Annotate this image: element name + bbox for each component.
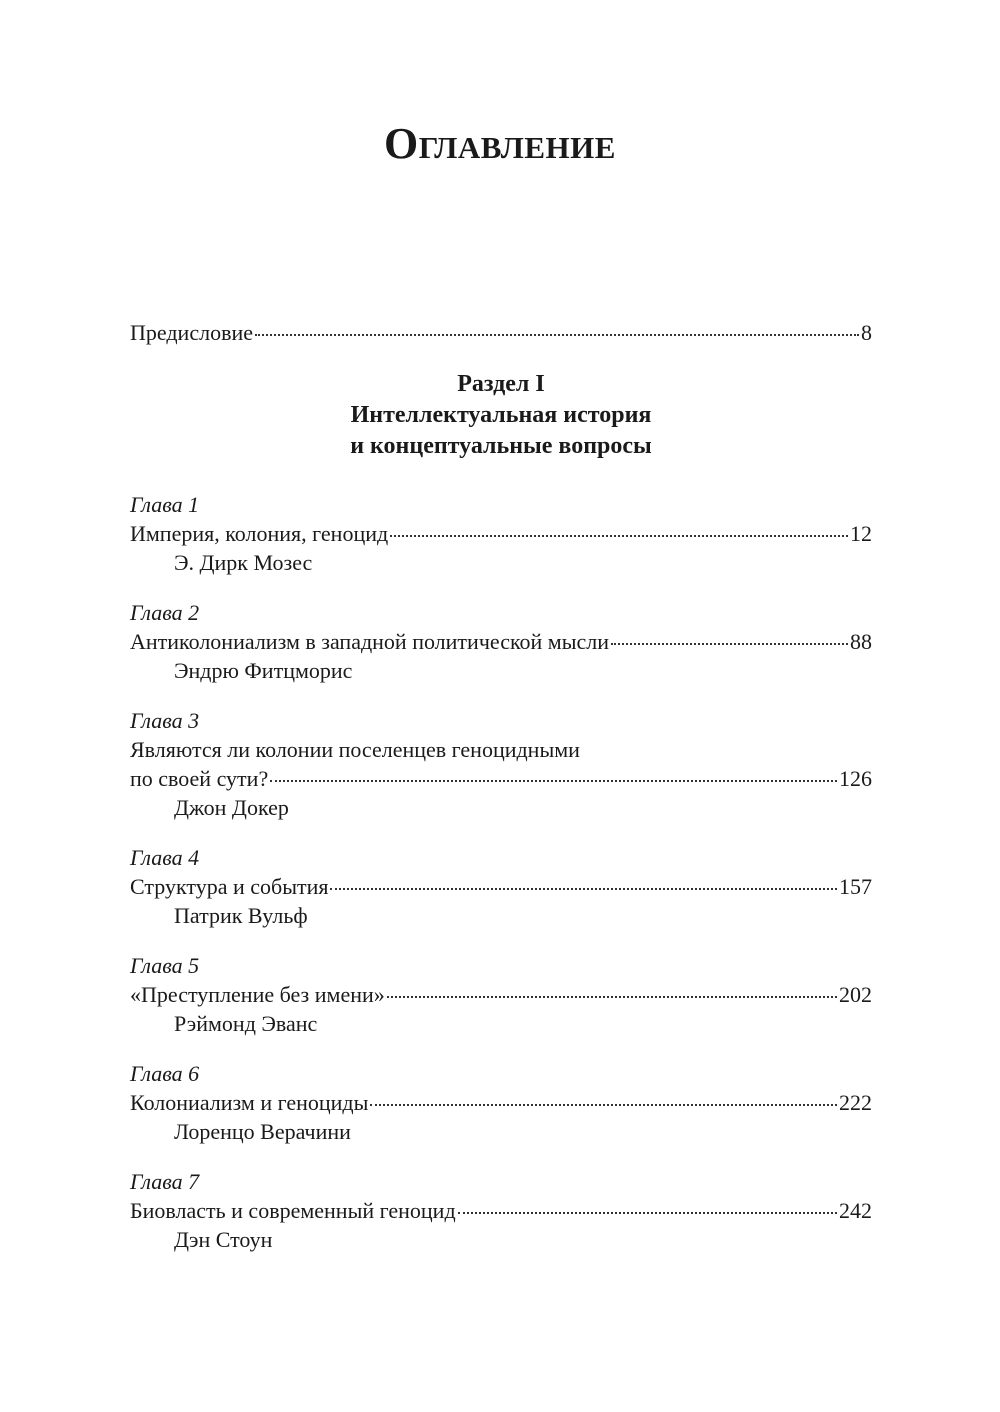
- chapter-title-line: [130, 519, 872, 548]
- chapter-author: Эндрю Фитцморис: [174, 658, 353, 683]
- dot-leader: [330, 870, 837, 890]
- chapter-page-number: 88: [850, 629, 872, 654]
- toc-entry-preface: [130, 318, 872, 347]
- chapter-title-line: [130, 872, 872, 901]
- chapter-page-number: 222: [839, 1090, 872, 1115]
- chapter-label: Глава 2: [130, 600, 200, 625]
- chapter-entry: [130, 598, 872, 685]
- chapter-page-number: 202: [839, 982, 872, 1007]
- chapter-label: Глава 5: [130, 953, 200, 978]
- chapter-title: по своей сути?: [130, 766, 269, 791]
- chapter-title: Структура и события: [130, 874, 329, 899]
- dot-leader: [270, 762, 837, 782]
- chapter-title-line: [130, 980, 872, 1009]
- chapter-title: Империя, колония, геноцид: [130, 521, 389, 546]
- chapter-label: Глава 6: [130, 1061, 200, 1086]
- chapter-entry: [130, 843, 872, 930]
- chapter-author: Э. Дирк Мозес: [174, 550, 313, 575]
- chapter-label: Глава 3: [130, 708, 200, 733]
- chapter-title-line: [130, 764, 872, 793]
- table-of-contents: [130, 318, 872, 1275]
- preface-page-number: 8: [861, 320, 872, 345]
- dot-leader: [255, 316, 859, 336]
- chapter-title-line: [130, 627, 872, 656]
- chapter-label: Глава 1: [130, 492, 200, 517]
- chapter-author: Джон Докер: [174, 795, 289, 820]
- chapter-author: Дэн Стоун: [174, 1227, 273, 1252]
- chapter-title: Антиколониализм в западной политической мысли: [130, 629, 610, 654]
- chapter-author: Патрик Вульф: [174, 903, 308, 928]
- chapter-author: Рэймонд Эванс: [174, 1011, 318, 1036]
- section-heading: [130, 369, 872, 462]
- chapter-page-number: 242: [839, 1198, 872, 1223]
- dot-leader: [390, 517, 848, 537]
- chapter-entry: [130, 951, 872, 1038]
- chapter-entry: [130, 1059, 872, 1146]
- chapter-page-number: 157: [839, 874, 872, 899]
- chapter-label: Глава 4: [130, 845, 200, 870]
- chapter-page-number: 12: [850, 521, 872, 546]
- chapter-title: Биовласть и современный геноцид: [130, 1198, 456, 1223]
- dot-leader: [611, 625, 848, 645]
- section-title-line-1: Интеллектуальная история: [350, 402, 652, 428]
- chapter-title-first-line: Являются ли колонии поселенцев геноцидными: [130, 737, 580, 762]
- chapter-entry: [130, 1167, 872, 1254]
- dot-leader: [370, 1086, 837, 1106]
- chapter-title-line: [130, 1088, 872, 1117]
- chapter-entry: [130, 490, 872, 577]
- chapter-title: «Преступление без имени»: [130, 982, 385, 1007]
- section-number: Раздел I: [457, 371, 545, 397]
- chapter-author: Лоренцо Верачини: [174, 1119, 351, 1144]
- preface-label: Предисловие: [130, 320, 253, 345]
- dot-leader: [458, 1194, 837, 1214]
- chapter-page-number: 126: [839, 766, 872, 791]
- section-title-line-2: и концептуальные вопросы: [350, 433, 652, 459]
- chapter-entry: [130, 706, 872, 822]
- page-title: Оглавление: [384, 119, 616, 168]
- chapter-label: Глава 7: [130, 1169, 200, 1194]
- chapter-title-line: [130, 1196, 872, 1225]
- chapter-title: Колониализм и геноциды: [130, 1090, 369, 1115]
- dot-leader: [387, 978, 837, 998]
